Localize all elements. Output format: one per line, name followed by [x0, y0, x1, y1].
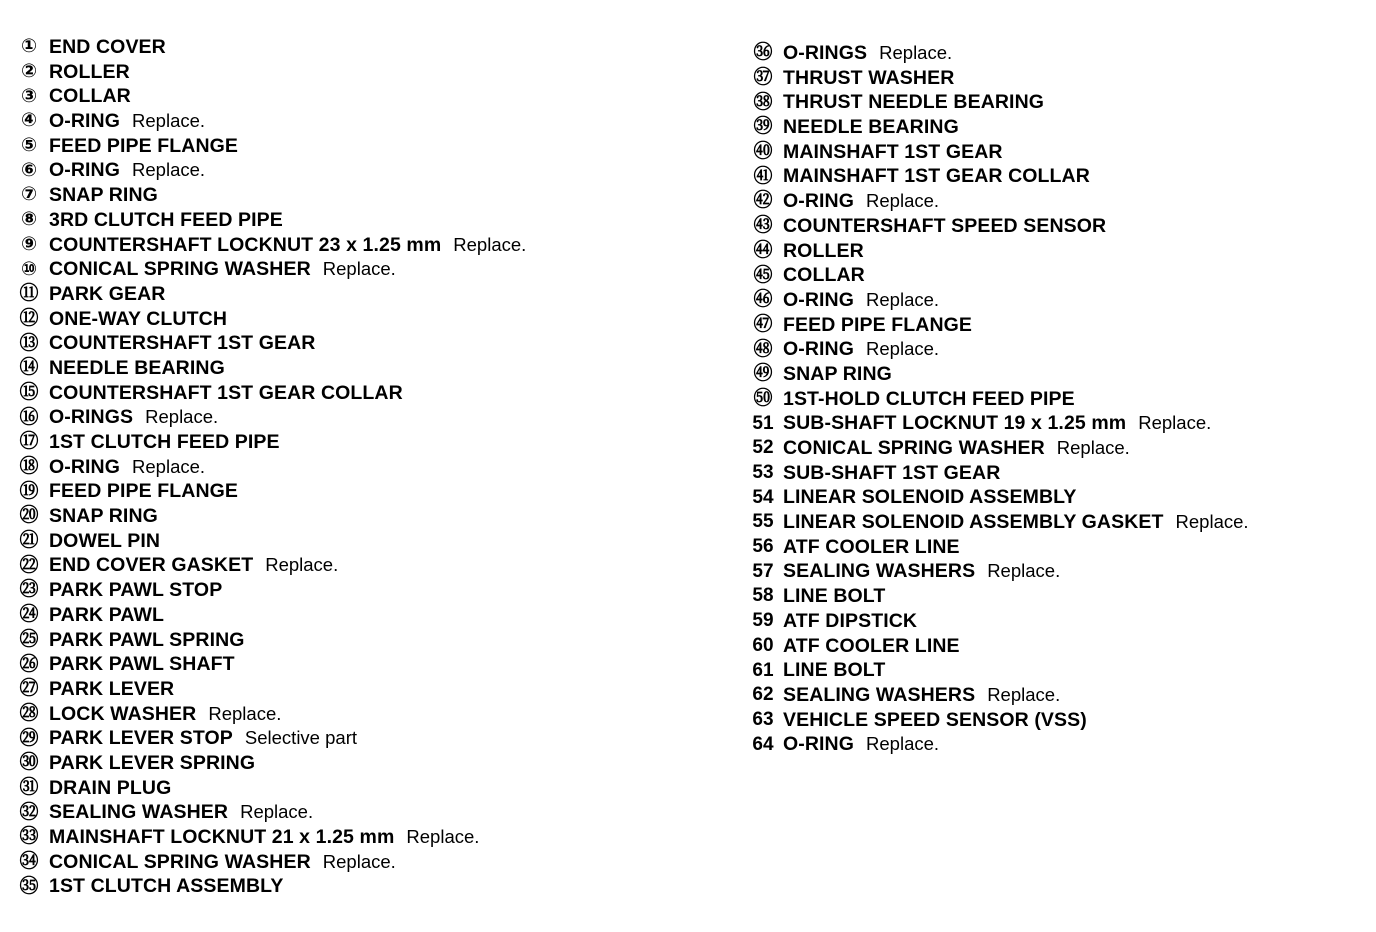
part-name: FEED PIPE FLANGE	[49, 480, 239, 503]
parts-list-item	[752, 313, 1249, 338]
part-name: O-RING	[783, 288, 855, 311]
parts-list-right-column	[752, 41, 1249, 757]
parts-list-item	[18, 257, 526, 282]
parts-list-item	[752, 41, 1249, 66]
parts-list-item	[18, 874, 526, 899]
part-name: THRUST NEEDLE BEARING	[783, 91, 1045, 114]
item-number: ⑭	[19, 357, 39, 379]
parts-list-item	[18, 825, 526, 850]
part-name: PARK LEVER STOP	[49, 727, 233, 750]
part-name: THRUST WASHER	[783, 66, 955, 89]
parts-list-item	[18, 504, 526, 529]
item-number: 60	[752, 634, 774, 656]
item-number: ㉖	[19, 653, 39, 675]
item-number: 63	[752, 708, 774, 730]
part-name: ROLLER	[783, 239, 864, 262]
item-number: 59	[752, 610, 774, 632]
item-number: 56	[752, 536, 774, 558]
parts-list-item	[752, 658, 1249, 683]
part-note: Replace.	[132, 110, 206, 132]
item-number: ㊳	[753, 91, 773, 113]
item-number: ㉑	[19, 530, 39, 552]
parts-list-item	[752, 288, 1249, 313]
item-number: ㊷	[753, 190, 773, 212]
part-note: Replace.	[1175, 511, 1249, 533]
part-name: ATF COOLER LINE	[783, 535, 960, 558]
item-number: ㊲	[753, 67, 773, 89]
parts-list-item	[752, 609, 1249, 634]
part-name: PARK PAWL SHAFT	[49, 653, 235, 676]
part-name: COUNTERSHAFT LOCKNUT 23 x 1.25 mm	[49, 233, 442, 256]
parts-list-item	[752, 164, 1249, 189]
parts-list-item	[18, 430, 526, 455]
part-name: SEALING WASHERS	[783, 560, 976, 583]
part-name: COUNTERSHAFT 1ST GEAR COLLAR	[49, 381, 403, 404]
parts-list-item	[752, 510, 1249, 535]
parts-list-item	[752, 559, 1249, 584]
item-number: ⑧	[20, 209, 38, 231]
part-name: DOWEL PIN	[49, 529, 161, 552]
parts-list-item	[18, 60, 526, 85]
item-number: ㊽	[753, 338, 773, 360]
part-name: O-RING	[49, 455, 121, 478]
parts-list-item	[752, 708, 1249, 733]
item-number: 64	[752, 733, 774, 755]
item-number: ⑪	[19, 283, 39, 305]
item-number: ⑰	[19, 431, 39, 453]
part-note: Replace.	[208, 702, 282, 724]
part-name: PARK PAWL STOP	[49, 579, 223, 602]
parts-list-left-column	[18, 35, 526, 899]
item-number: ⑤	[20, 135, 38, 157]
part-name: LINEAR SOLENOID ASSEMBLY GASKET	[783, 511, 1164, 534]
parts-list-item	[18, 109, 526, 134]
part-name: END COVER GASKET	[49, 554, 254, 577]
item-number: ㊺	[753, 264, 773, 286]
parts-list-item	[18, 381, 526, 406]
item-number: 52	[752, 437, 774, 459]
part-name: MAINSHAFT 1ST GEAR COLLAR	[783, 165, 1090, 188]
part-name: END COVER	[49, 36, 166, 58]
item-number: ㉒	[19, 554, 39, 576]
part-name: PARK LEVER SPRING	[49, 751, 256, 774]
part-name: 1ST CLUTCH FEED PIPE	[49, 431, 280, 453]
parts-list-item	[752, 115, 1249, 140]
part-name: NEEDLE BEARING	[49, 356, 225, 379]
part-note: Replace.	[132, 455, 206, 477]
parts-list-item	[18, 84, 526, 109]
part-name: O-RING	[49, 159, 121, 182]
parts-list-item	[752, 140, 1249, 165]
item-number: ⑫	[19, 307, 39, 329]
item-number: 61	[752, 659, 774, 681]
part-name: LOCK WASHER	[49, 702, 197, 725]
parts-list-item	[18, 578, 526, 603]
item-number: ㊶	[753, 165, 773, 187]
item-number: 58	[752, 585, 774, 607]
parts-list-item	[18, 405, 526, 430]
item-number: ㊱	[753, 42, 773, 64]
item-number: ⑲	[19, 480, 39, 502]
part-name: SUB-SHAFT 1ST GEAR	[783, 461, 1001, 484]
item-number: 55	[752, 511, 774, 533]
parts-list-item	[18, 850, 526, 875]
parts-list-item	[18, 331, 526, 356]
parts-list-item	[18, 776, 526, 801]
part-name: LINE BOLT	[783, 659, 886, 682]
part-name: PARK GEAR	[49, 282, 166, 305]
parts-list-item	[752, 239, 1249, 264]
part-name: ONE-WAY CLUTCH	[49, 307, 227, 330]
parts-list-item	[18, 652, 526, 677]
part-note: Replace.	[132, 159, 206, 181]
item-number: ⑥	[20, 159, 38, 181]
item-number: 62	[752, 684, 774, 706]
item-number: ㉔	[19, 604, 39, 626]
item-number: ㉘	[19, 702, 39, 724]
part-name: LINE BOLT	[783, 585, 886, 608]
item-number: ⑱	[19, 456, 39, 478]
item-number: ⑨	[20, 233, 38, 255]
parts-list-item	[18, 455, 526, 480]
part-name: ATF COOLER LINE	[783, 634, 960, 657]
item-number: ㊹	[753, 239, 773, 261]
item-number: ⑯	[19, 406, 39, 428]
part-name: LINEAR SOLENOID ASSEMBLY	[783, 486, 1077, 509]
part-name: 3RD CLUTCH FEED PIPE	[49, 208, 283, 231]
item-number: ㊼	[753, 313, 773, 335]
part-note: Replace.	[406, 826, 480, 847]
item-number: ③	[20, 85, 38, 107]
part-name: ATF DIPSTICK	[783, 609, 918, 632]
part-note: Replace.	[322, 258, 396, 280]
parts-list-item	[752, 411, 1249, 436]
part-name: CONICAL SPRING WASHER	[49, 850, 311, 873]
item-number: ㉗	[19, 678, 39, 700]
part-name: 1ST-HOLD CLUTCH FEED PIPE	[783, 387, 1075, 410]
item-number: ⑮	[19, 381, 39, 403]
part-name: DRAIN PLUG	[49, 776, 172, 799]
part-name: COUNTERSHAFT SPEED SENSOR	[783, 214, 1107, 237]
parts-list-item	[18, 702, 526, 727]
parts-list-item	[18, 282, 526, 307]
item-number: ㊸	[753, 215, 773, 237]
parts-list-item	[18, 479, 526, 504]
parts-list-item	[752, 189, 1249, 214]
item-number: ㉟	[19, 875, 39, 897]
part-note: Replace.	[879, 42, 953, 63]
part-note: Replace.	[240, 801, 314, 823]
parts-list-item	[752, 263, 1249, 288]
part-name: COLLAR	[783, 264, 865, 287]
item-number: 54	[752, 486, 774, 508]
parts-list-item	[18, 35, 526, 60]
parts-list-item	[752, 90, 1249, 115]
parts-list-item	[18, 677, 526, 702]
part-note: Replace.	[987, 560, 1061, 582]
part-note: Replace.	[322, 850, 396, 872]
parts-list-item	[18, 553, 526, 578]
part-name: CONICAL SPRING WASHER	[49, 258, 311, 281]
parts-list-item	[752, 436, 1249, 461]
parts-list-item	[18, 800, 526, 825]
part-note: Replace.	[1138, 412, 1212, 434]
item-number: ④	[20, 110, 38, 132]
parts-list-item	[18, 603, 526, 628]
parts-list-item	[752, 732, 1249, 757]
part-note: Replace.	[145, 406, 219, 428]
parts-list-item	[752, 535, 1249, 560]
parts-list-item	[752, 337, 1249, 362]
part-name: O-RING	[783, 338, 855, 361]
item-number: ㉓	[19, 579, 39, 601]
part-name: FEED PIPE FLANGE	[49, 134, 239, 157]
item-number: ㊿	[753, 387, 773, 409]
parts-list-item	[752, 683, 1249, 708]
part-note: Selective part	[244, 727, 357, 749]
item-number: ㉝	[19, 826, 39, 848]
parts-list-item	[18, 307, 526, 332]
item-number: ㊵	[753, 141, 773, 163]
part-name: COUNTERSHAFT 1ST GEAR	[49, 332, 316, 355]
parts-list-item	[18, 751, 526, 776]
part-note: Replace.	[866, 190, 940, 212]
item-number: ②	[20, 61, 38, 83]
part-name: SNAP RING	[49, 184, 158, 207]
part-note: Replace.	[453, 233, 527, 255]
part-name: COLLAR	[49, 85, 131, 108]
parts-list-item	[18, 134, 526, 159]
item-number: ⑩	[20, 258, 38, 280]
parts-list-item	[18, 233, 526, 258]
part-name: 1ST CLUTCH ASSEMBLY	[49, 875, 284, 898]
part-name: ROLLER	[49, 60, 130, 83]
parts-list-item	[18, 529, 526, 554]
item-number: ㉞	[19, 851, 39, 873]
part-name: MAINSHAFT LOCKNUT 21 x 1.25 mm	[49, 826, 395, 848]
part-name: O-RINGS	[49, 406, 134, 429]
parts-list-item	[752, 485, 1249, 510]
part-name: PARK PAWL	[49, 603, 165, 626]
part-name: FEED PIPE FLANGE	[783, 313, 973, 336]
parts-list-item	[18, 726, 526, 751]
part-note: Replace.	[1056, 437, 1130, 458]
parts-list-item	[752, 362, 1249, 387]
part-note: Replace.	[987, 683, 1061, 705]
part-note: Replace.	[866, 733, 940, 755]
part-name: MAINSHAFT 1ST GEAR	[783, 140, 1003, 163]
parts-list-item	[752, 387, 1249, 412]
part-name: O-RING	[783, 190, 855, 213]
part-name: O-RING	[49, 110, 121, 133]
parts-list-item	[18, 208, 526, 233]
part-name: SUB-SHAFT LOCKNUT 19 x 1.25 mm	[783, 412, 1127, 435]
parts-list-item	[18, 183, 526, 208]
part-name: NEEDLE BEARING	[783, 116, 959, 139]
parts-list-item	[18, 628, 526, 653]
item-number: ㉕	[19, 628, 39, 650]
part-name: SNAP RING	[783, 362, 892, 385]
part-note: Replace.	[265, 554, 339, 576]
item-number: ①	[20, 36, 38, 58]
item-number: ⑳	[19, 505, 39, 527]
part-name: O-RINGS	[783, 42, 868, 64]
parts-list-item	[18, 158, 526, 183]
part-note: Replace.	[866, 338, 940, 360]
part-name: SNAP RING	[49, 505, 158, 528]
part-name: PARK LEVER	[49, 677, 175, 700]
item-number: ㉛	[19, 776, 39, 798]
item-number: ㉙	[19, 727, 39, 749]
part-name: VEHICLE SPEED SENSOR (VSS)	[783, 708, 1087, 731]
parts-list-item	[752, 461, 1249, 486]
parts-list-item	[752, 66, 1249, 91]
item-number: ㉜	[19, 801, 39, 823]
parts-list-item	[18, 356, 526, 381]
part-name: SEALING WASHERS	[783, 683, 976, 706]
item-number: ㊾	[753, 363, 773, 385]
item-number: ㉚	[19, 752, 39, 774]
part-note: Replace.	[866, 288, 940, 310]
item-number: 53	[752, 462, 774, 484]
item-number: 57	[752, 560, 774, 582]
part-name: PARK PAWL SPRING	[49, 628, 245, 651]
part-name: O-RING	[783, 733, 855, 756]
item-number: ㊴	[753, 116, 773, 138]
part-name: CONICAL SPRING WASHER	[783, 437, 1045, 459]
item-number: ⑦	[20, 184, 38, 206]
item-number: 51	[752, 412, 774, 434]
parts-list-item	[752, 584, 1249, 609]
parts-list-item	[752, 634, 1249, 659]
part-name: SEALING WASHER	[49, 801, 229, 824]
item-number: ㊻	[753, 289, 773, 311]
item-number: ⑬	[19, 332, 39, 354]
parts-list-item	[752, 214, 1249, 239]
